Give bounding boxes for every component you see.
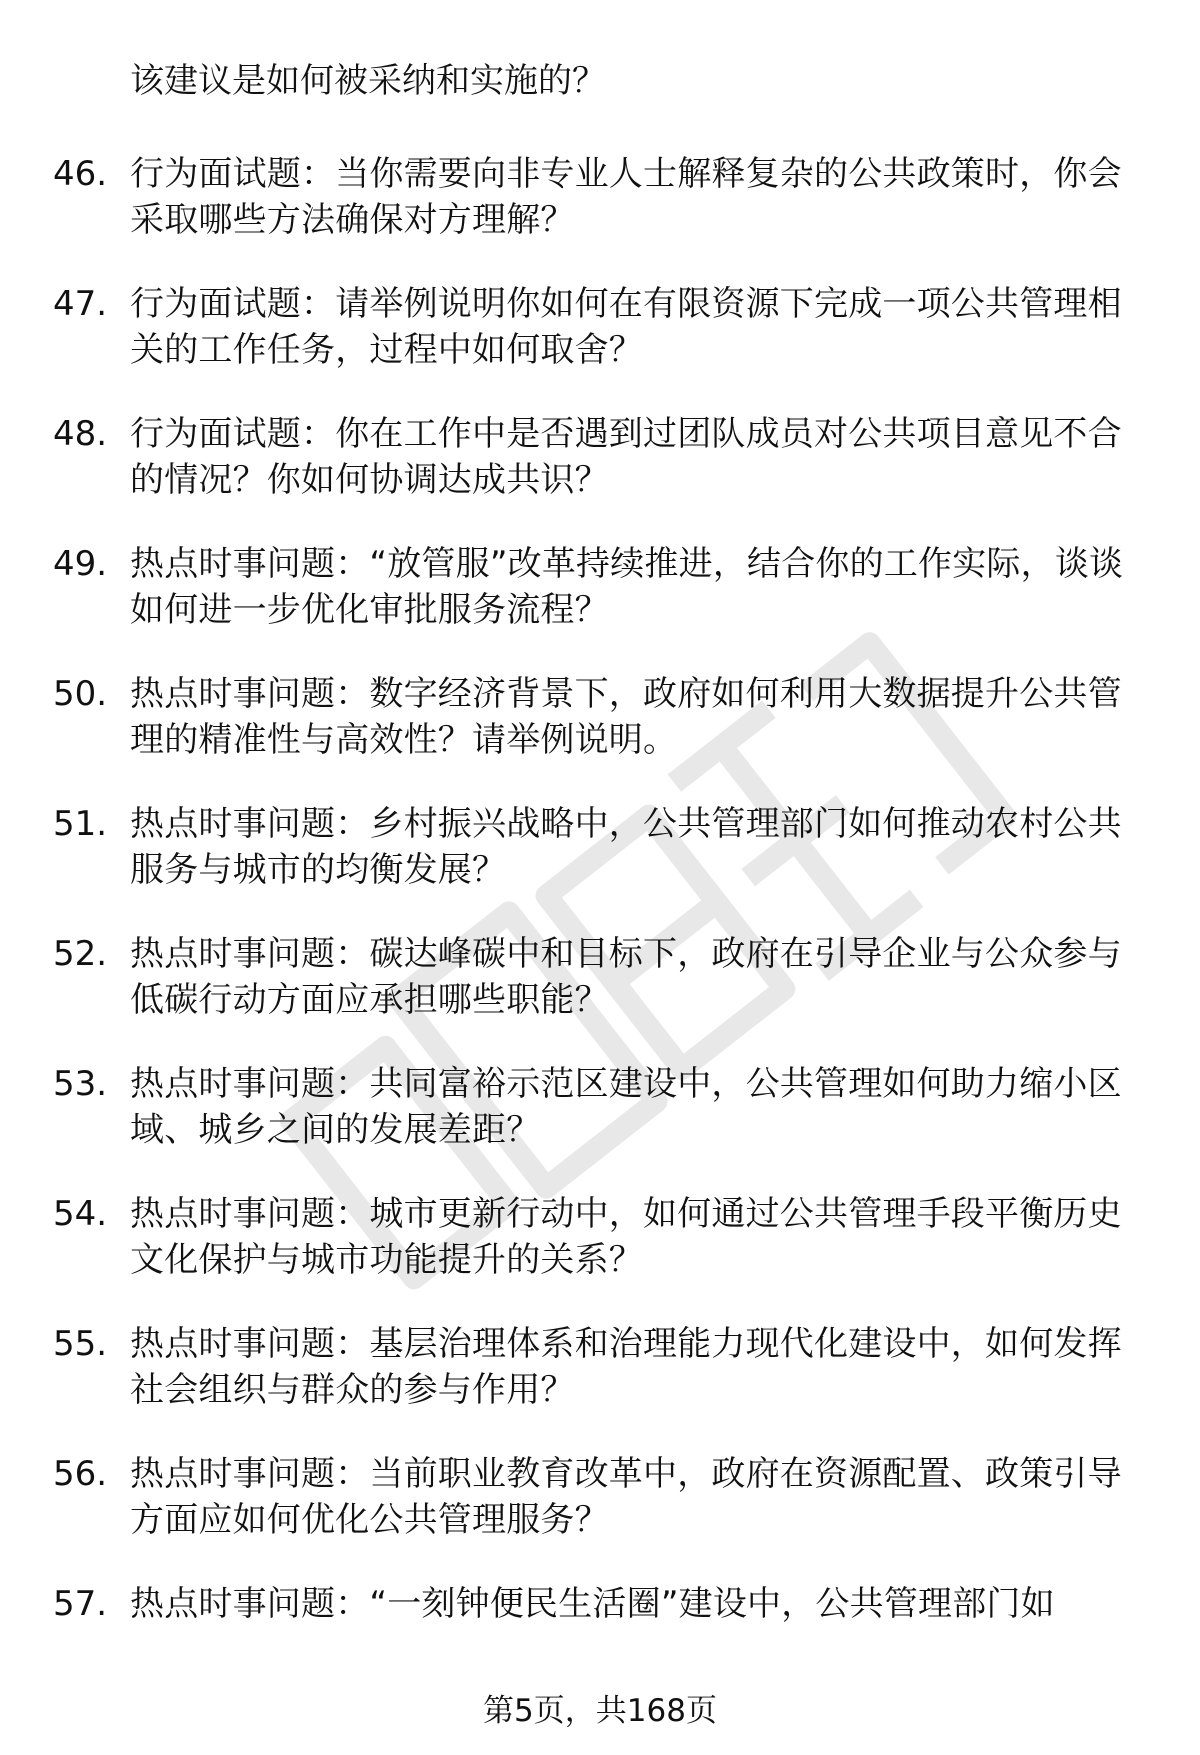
question-text: 热点时事问题：“一刻钟便民生活圈”建设中，公共管理部门如 xyxy=(130,1584,1055,1624)
question-item xyxy=(0,281,1200,411)
question-number: 47. xyxy=(53,284,108,324)
question-item xyxy=(0,671,1200,801)
question-number: 49. xyxy=(53,544,108,584)
question-text: 行为面试题：请举例说明你如何在有限资源下完成一项公共管理相关的工作任务，过程中如何取舍？ xyxy=(130,284,1122,370)
question-text: 热点时事问题：乡村振兴战略中，公共管理部门如何推动农村公共服务与城市的均衡发展？ xyxy=(130,804,1122,890)
question-number: 50. xyxy=(53,674,108,714)
question-number: 51. xyxy=(53,804,108,844)
question-text: 热点时事问题：“放管服”改革持续推进，结合你的工作实际，谈谈如何进一步优化审批服务流程？ xyxy=(130,544,1124,630)
question-number: 53. xyxy=(53,1064,108,1104)
question-number: 52. xyxy=(53,934,108,974)
question-number: 54. xyxy=(53,1194,108,1234)
question-text: 行为面试题：当你需要向非专业人士解释复杂的公共政策时，你会采取哪些方法确保对方理解？ xyxy=(130,154,1122,240)
question-text: 热点时事问题：共同富裕示范区建设中，公共管理如何助力缩小区域、城乡之间的发展差距？ xyxy=(130,1064,1122,1150)
question-item xyxy=(0,541,1200,671)
question-text: 热点时事问题：数字经济背景下，政府如何利用大数据提升公共管理的精准性与高效性？请举例说明。 xyxy=(130,674,1122,760)
question-item xyxy=(0,931,1200,1061)
question-text: 热点时事问题：基层治理体系和治理能力现代化建设中，如何发挥社会组织与群众的参与作用？ xyxy=(130,1324,1122,1410)
question-item xyxy=(0,151,1200,281)
question-text: 热点时事问题：当前职业教育改革中，政府在资源配置、政策引导方面应如何优化公共管理服务？ xyxy=(130,1454,1122,1540)
question-number: 46. xyxy=(53,154,108,194)
question-text: 行为面试题：你在工作中是否遇到过团队成员对公共项目意见不合的情况？你如何协调达成共识？ xyxy=(130,414,1122,500)
question-list xyxy=(0,151,1200,1711)
question-item xyxy=(0,411,1200,541)
question-item xyxy=(0,1061,1200,1191)
question-number: 55. xyxy=(53,1324,108,1364)
question-number: 56. xyxy=(53,1454,108,1494)
question-item xyxy=(0,1321,1200,1451)
question-number: 57. xyxy=(53,1584,108,1624)
question-item xyxy=(0,1191,1200,1321)
question-text: 热点时事问题：城市更新行动中，如何通过公共管理手段平衡历史文化保护与城市功能提升的关系？ xyxy=(130,1194,1122,1280)
question-number: 48. xyxy=(53,414,108,454)
question-item xyxy=(0,801,1200,931)
continuation-text: 该建议是如何被采纳和实施的？ xyxy=(130,61,606,101)
question-text: 热点时事问题：碳达峰碳中和目标下，政府在引导企业与公众参与低碳行动方面应承担哪些职能？ xyxy=(130,934,1122,1020)
question-item xyxy=(0,1451,1200,1581)
page-footer: 第5页，共168页 xyxy=(483,1693,717,1729)
